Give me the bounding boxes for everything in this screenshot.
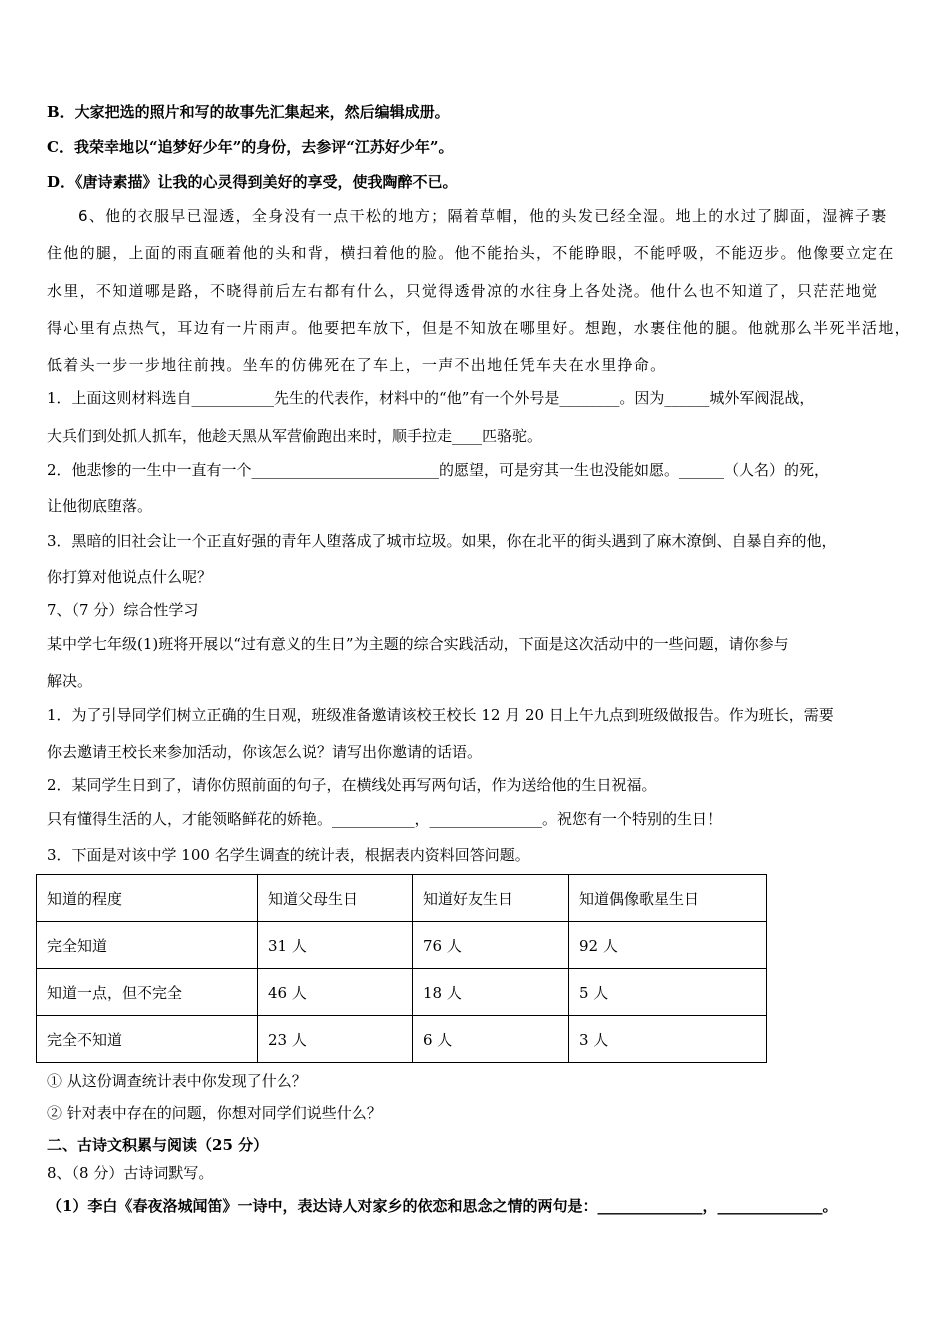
question-6-2: 2．他悲惨的一生中一直有一个_________________________的愿望，可是穷其一生也没能如愿。______（人名）的死， <box>47 461 830 479</box>
table-cell: 知道一点，但不完全 <box>37 969 258 1016</box>
table-cell: 完全知道 <box>37 922 258 969</box>
table-cell: 18 人 <box>413 969 569 1016</box>
question-7-3-1: ① 从这份调查统计表中你发现了什么？ <box>47 1072 307 1090</box>
question-7-intro: 某中学七年级(1)班将开展以“过有意义的生日”为主题的综合实践活动，下面是这次活动中的一些问题，请你参与 <box>47 635 789 653</box>
question-7-heading: 7、（7 分）综合性学习 <box>47 601 199 619</box>
question-6-3: 3．黑暗的旧社会让一个正直好强的青年人堕落成了城市垃圾。如果，你在北平的街头遇到了麻木潦倒、自暴自弃的他， <box>47 532 837 550</box>
table-cell: 5 人 <box>569 969 767 1016</box>
question-6-1: 1．上面这则材料选自___________先生的代表作，材料中的“他”有一个外号是________。因为______城外军阀混战， <box>47 389 815 407</box>
question-8-heading: 8、（8 分）古诗词默写。 <box>47 1164 214 1182</box>
survey-table <box>36 874 767 1063</box>
table-cell: 92 人 <box>569 922 767 969</box>
option-d: D．《唐诗素描》让我的心灵得到美好的享受，使我陶醉不已。 <box>47 173 458 191</box>
option-c: C．我荣幸地以“追梦好少年”的身份，去参评“江苏好少年”。 <box>47 138 454 156</box>
table-cell: 完全不知道 <box>37 1016 258 1063</box>
table-cell: 3 人 <box>569 1016 767 1063</box>
question-7-2-sentence: 只有懂得生活的人，才能领略鲜花的娇艳。___________，_______________。祝您有一个特别的生日！ <box>47 810 723 828</box>
table-header-cell: 知道好友生日 <box>413 875 569 922</box>
passage-line: 得心里有点热气，耳边有一片雨声。他要把车放下，但是不知放在哪里好。想跑，水裹住他的腿。他就那么半死半活地， <box>47 319 911 337</box>
passage-line: 住他的腿，上面的雨直砸着他的头和背，横扫着他的脸。他不能抬头，不能睁眼，不能呼吸，不能迈步。他像要立定在 <box>47 244 895 262</box>
table-header-cell: 知道偶像歌星生日 <box>569 875 767 922</box>
question-6-2-cont: 让他彻底堕落。 <box>47 497 153 515</box>
passage-line: 低着头一步一步地往前拽。坐车的仿佛死在了车上，一声不出地任凭车夫在水里挣命。 <box>47 356 667 374</box>
table-header-cell: 知道父母生日 <box>258 875 413 922</box>
table-header-cell: 知道的程度 <box>37 875 258 922</box>
question-7-3: 3．下面是对该中学 100 名学生调查的统计表，根据表内资料回答问题。 <box>47 846 530 864</box>
table-cell: 31 人 <box>258 922 413 969</box>
question-6-3-cont: 你打算对他说点什么呢？ <box>47 568 213 586</box>
option-b: B．大家把选的照片和写的故事先汇集起来，然后编辑成册。 <box>47 103 450 121</box>
table-cell: 6 人 <box>413 1016 569 1063</box>
question-7-1: 1．为了引导同学们树立正确的生日观，班级准备邀请该校王校长 12 月 20 日上午九点到班级做报告。作为班长，需要 <box>47 706 834 724</box>
question-6-1-cont: 大兵们到处抓人抓车，他趁天黑从军营偷跑出来时，顺手拉走____匹骆驼。 <box>47 427 543 445</box>
table-row <box>37 969 767 1016</box>
question-7-2: 2．某同学生日到了，请你仿照前面的句子，在横线处再写两句话，作为送给他的生日祝福。 <box>47 776 657 794</box>
passage-line: 6、他的衣服早已湿透，全身没有一点干松的地方；隔着草帽，他的头发已经全湿。地上的水过了脚面，湿裤子裹 <box>78 207 888 225</box>
table-row <box>37 1016 767 1063</box>
table-cell: 76 人 <box>413 922 569 969</box>
passage-line: 水里，不知道哪是路，不晓得前后左右都有什么，只觉得透骨凉的水往身上各处浇。他什么也不知道了，只茫茫地觉 <box>47 282 879 300</box>
question-7-1-cont: 你去邀请王校长来参加活动，你该怎么说？请写出你邀请的话语。 <box>47 743 483 761</box>
question-7-intro-cont: 解决。 <box>47 672 93 690</box>
table-row <box>37 922 767 969</box>
table-header-row <box>37 875 767 922</box>
question-8-1: （1）李白《春夜洛城闻笛》一诗中，表达诗人对家乡的依恋和思念之情的两句是：______________，______________。 <box>47 1197 838 1215</box>
section-2-heading: 二、古诗文积累与阅读（25 分） <box>47 1136 269 1154</box>
table-cell: 23 人 <box>258 1016 413 1063</box>
table-cell: 46 人 <box>258 969 413 1016</box>
question-7-3-2: ② 针对表中存在的问题，你想对同学们说些什么？ <box>47 1104 382 1122</box>
